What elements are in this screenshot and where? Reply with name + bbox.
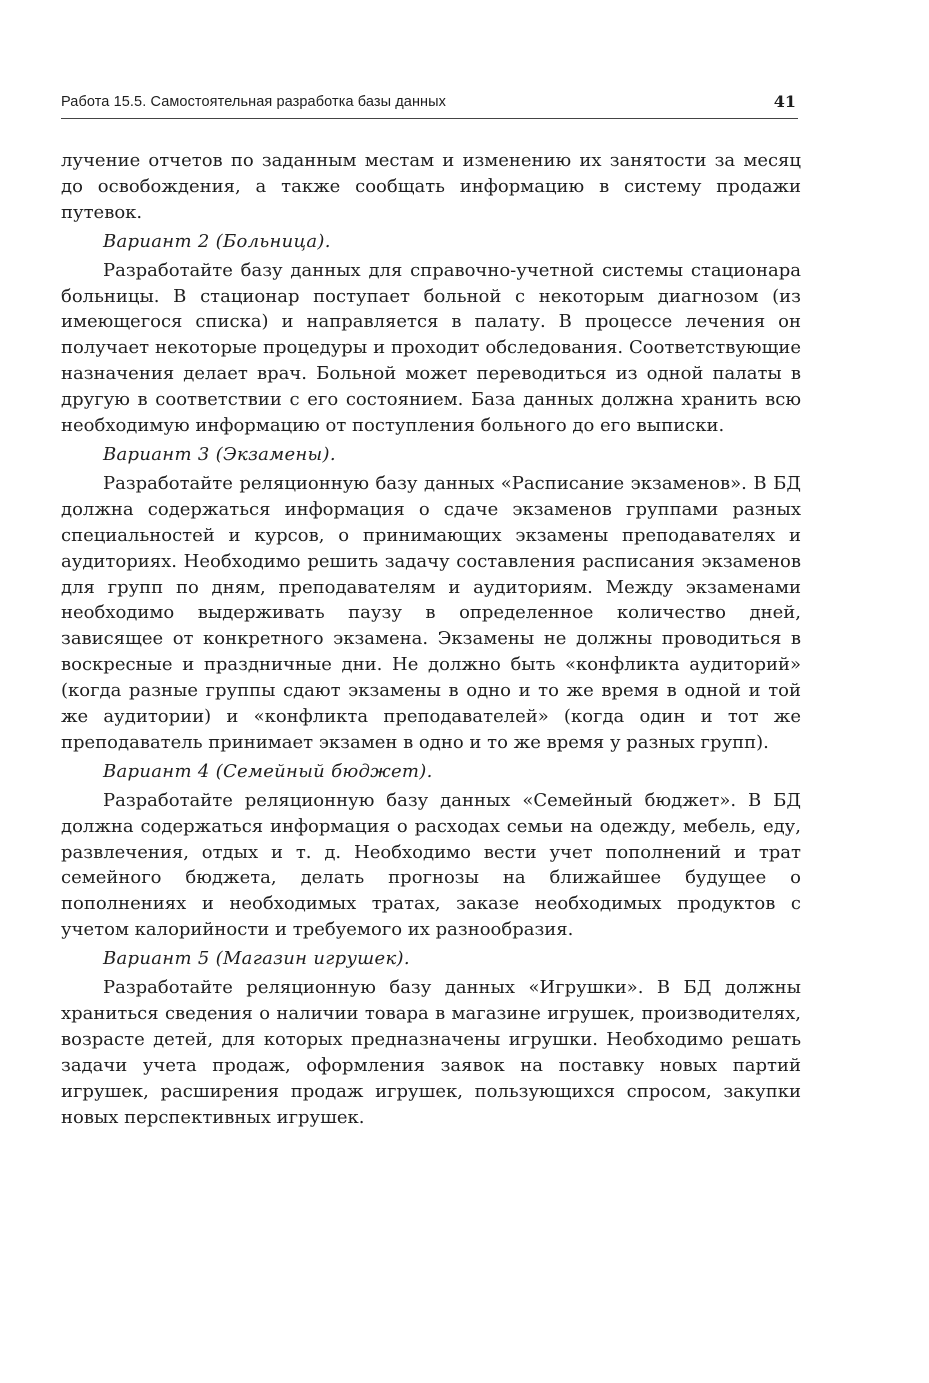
page-body [61, 148, 801, 1131]
variant-5-paragraph: Разработайте реляционную базу данных «Игрушки». В БД должны храниться сведения о наличии товара в магазине игрушек, производителях, возрасте детей, для которых предназначены игрушки. Необходимо решать задачи учета продаж, оформления заявок на поставку новых партий игрушек, расширения продаж игрушек, пользующихся спросом, закупки новых перспективных игрушек. [61, 977, 801, 1128]
variant-2-heading: Вариант 2 (Больница). [103, 230, 331, 252]
running-head [61, 92, 798, 119]
variant-3-paragraph: Разработайте реляционную базу данных «Расписание экзаменов». В БД должна содержаться информация о сдаче экзаменов группами разных специальностей и курсов, о принимающих экзамены преподавателях и аудиториях. Необходимо решить задачу составления расписания экзаменов для групп по дням, преподавателям и аудиториям. Между экзаменами необходимо выдерживать паузу в определенное количество дней, зависящее от конкретного экзамена. Экзамены не должны проводиться в воскресные и праздничные дни. Не должно быть «конфликта аудиторий» (когда разные группы сдают экзамены в одно и то же время в одной и той же аудитории) и «конфликта преподавателей» (когда один и тот же преподаватель принимает экзамен в одно и то же время у разных групп). [61, 472, 801, 753]
variant-4-paragraph: Разработайте реляционную базу данных «Семейный бюджет». В БД должна содержаться информация о расходах семьи на одежду, мебель, еду, развлечения, отдых и т. д. Необходимо вести учет пополнений и трат семейного бюджета, делать прогнозы на ближайшее будущее о пополнениях и необходимых тратах, заказе необходимых продуктов с учетом калорийности и требуемого их разнообразия. [61, 789, 801, 941]
variant-4-heading: Вариант 4 (Семейный бюджет). [103, 760, 433, 782]
variant-5-heading: Вариант 5 (Магазин игрушек). [103, 948, 410, 970]
page-number: 41 [773, 92, 796, 111]
variant-3-heading: Вариант 3 (Экзамены). [103, 443, 336, 465]
variant-2-paragraph: Разработайте базу данных для справочно-учетной системы стационара больницы. В стационар поступает больной с некоторым диагнозом (из имеющегося списка) и направляется в палату. В процессе лечения он получает некоторые процедуры и проходит обследования. Соответствующие назначения делает врач. Больной может переводиться из одной палаты в другую в соответствии с его состоянием. База данных должна хранить всю необходимую информацию от поступления больного до его выписки. [61, 259, 801, 437]
running-head-title: Работа 15.5. Самостоятельная разработка базы данных [61, 94, 447, 110]
intro-paragraph: лучение отчетов по заданным местам и изменению их занятости за месяц до освобождения, а также сообщать информацию в систему продажи путевок. [61, 150, 801, 223]
